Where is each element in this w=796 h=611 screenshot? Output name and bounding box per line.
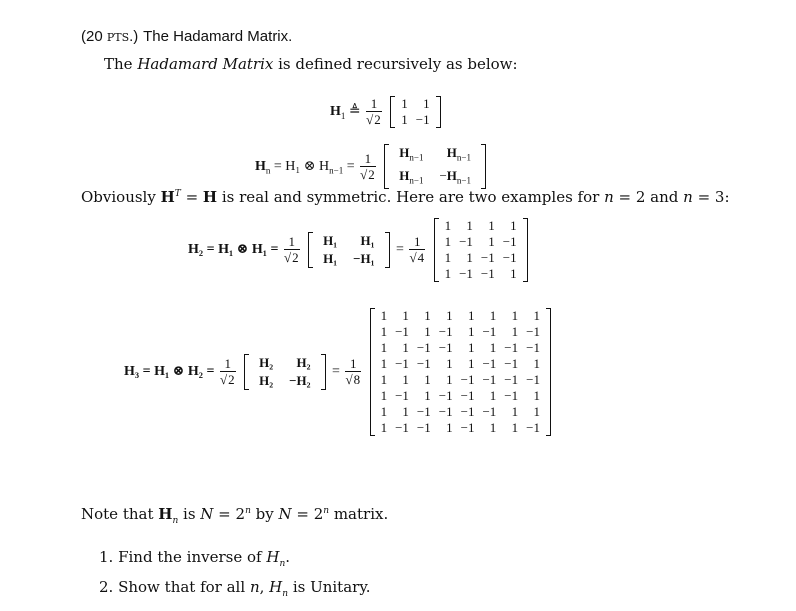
matrix-cell: 1 [444, 218, 452, 233]
intro-post: is defined recursively as below: [273, 55, 518, 73]
matrix-cell: 1 [511, 324, 519, 339]
matrix-cell: 1 [401, 96, 408, 111]
eq4-matrix [370, 308, 551, 436]
block-cell: $H_{n-1}$ [399, 167, 424, 186]
matrix-cell: 1 [402, 340, 409, 355]
block-cell: $-H_{n-1}$ [439, 167, 471, 186]
eq3-fraction: $\frac{1}{√2}$ [283, 234, 299, 265]
eq2-mid-sub: n−1 [329, 165, 344, 176]
eq1-lhs-sub: 1 [340, 111, 346, 122]
eq3-num: 1 [284, 235, 300, 250]
obvious-v2: = 3: [692, 188, 730, 206]
matrix-cell: −1 [416, 356, 431, 371]
matrix-cell: 1 [467, 324, 475, 339]
question-1-var: H [266, 548, 280, 566]
matrix-row [377, 340, 544, 356]
eq3-lhs: H₂ = H₁ ⊗ H₁ = [188, 242, 279, 258]
matrix-cell: −1 [504, 388, 519, 403]
matrix-cell: 1 [533, 404, 540, 419]
eq2-den: 2 [368, 166, 375, 182]
block-cell: $H_{n-1}$ [446, 145, 471, 163]
matrix-row [441, 250, 521, 266]
matrix-cell: −1 [395, 388, 409, 403]
block-cell: −H₁ [353, 251, 375, 266]
matrix-cell: −1 [504, 356, 519, 371]
matrix-row [441, 266, 521, 282]
matrix-cell: 1 [533, 356, 540, 371]
question-1-sub: n [279, 559, 286, 569]
eq2-lhs-sub: n [265, 165, 271, 176]
matrix-cell: −1 [480, 266, 495, 281]
matrix-cell: 1 [510, 218, 517, 233]
matrix-cell: 1 [444, 234, 452, 249]
note-text [81, 505, 388, 526]
eq3-matrix [434, 218, 528, 282]
obvious-text [81, 188, 730, 206]
block-cell: $H_{n-1}$ [399, 145, 424, 163]
eq4-num2: 1 [345, 357, 361, 372]
note-eq2: = 2 [291, 505, 324, 523]
note-exp1: n [245, 506, 251, 516]
matrix-cell: 1 [533, 388, 540, 403]
matrix-cell: −1 [416, 420, 431, 435]
matrix-cell: 1 [510, 266, 517, 281]
matrix-cell: 1 [424, 308, 431, 323]
matrix-cell: 1 [489, 420, 497, 435]
eq3-fraction2: $\frac{1}{√4}$ [409, 234, 425, 265]
eq4-equals: = [332, 364, 340, 380]
matrix-cell: −1 [502, 250, 517, 265]
matrix-cell: −1 [526, 372, 540, 387]
matrix-row [377, 388, 544, 404]
points-open: (20 [81, 28, 107, 45]
matrix-row [377, 308, 544, 324]
matrix-cell: 1 [467, 308, 475, 323]
question-1 [99, 548, 290, 569]
note-N1: N [200, 505, 214, 523]
eq4-num: 1 [220, 357, 236, 372]
matrix-cell: 1 [423, 96, 430, 111]
block-row [391, 144, 479, 167]
note-sub: n [172, 516, 179, 526]
matrix-cell: 1 [446, 420, 453, 435]
eq2-matrix [384, 144, 486, 189]
obvious-mid: = [180, 188, 203, 206]
matrix-cell: 1 [380, 372, 388, 387]
matrix-cell: 1 [402, 308, 409, 323]
matrix-row [441, 218, 521, 234]
matrix-row [377, 356, 544, 372]
matrix-row [377, 372, 544, 388]
equation-h1-definition [330, 96, 444, 128]
points-close: .) [129, 28, 139, 45]
matrix-cell: −1 [438, 404, 453, 419]
eq3-den2: 4 [417, 250, 425, 265]
matrix-cell: 1 [511, 404, 519, 419]
block-row [315, 250, 382, 268]
matrix-cell: 1 [424, 324, 431, 339]
matrix-cell: −1 [482, 404, 497, 419]
matrix-cell: −1 [460, 372, 475, 387]
obvious-n1: n [604, 188, 614, 206]
matrix-cell: 1 [489, 388, 497, 403]
equation-h3 [124, 308, 554, 436]
block-row [251, 372, 318, 390]
note-mid: is [178, 505, 201, 523]
matrix-cell: 1 [511, 420, 519, 435]
eq4-fraction: $\frac{1}{√2}$ [219, 356, 235, 387]
eq1-lhs: H [330, 104, 341, 120]
matrix-cell: −1 [438, 388, 453, 403]
matrix-cell: −1 [395, 356, 409, 371]
obvious-n2: n [683, 188, 693, 206]
matrix-cell: −1 [395, 420, 409, 435]
problem-header [81, 27, 292, 45]
eq1-operator: ≜ [348, 104, 361, 120]
equation-h2 [188, 218, 531, 282]
eq4-den: 2 [228, 372, 235, 387]
matrix-cell: −1 [438, 324, 453, 339]
eq3-den: 2 [292, 250, 299, 265]
matrix-row [397, 112, 433, 128]
matrix-cell: 1 [380, 356, 388, 371]
block-cell: H₂ [259, 355, 274, 370]
matrix-cell: −1 [526, 324, 540, 339]
block-row [251, 354, 318, 372]
matrix-cell: 1 [380, 420, 388, 435]
block-cell: H₂ [296, 355, 311, 370]
eq1-fraction: $\frac{1}{√2}$ [366, 96, 381, 127]
question-2-number: 2. [99, 578, 114, 596]
question-2-pre: Show that for all [118, 578, 250, 596]
matrix-row [441, 234, 521, 250]
eq2-lhs: H [255, 158, 266, 174]
matrix-cell: −1 [460, 388, 475, 403]
matrix-cell: 1 [446, 356, 453, 371]
matrix-cell: 1 [401, 112, 408, 127]
matrix-cell: −1 [482, 356, 497, 371]
matrix-cell: 1 [402, 372, 409, 387]
obvious-post: is real and symmetric. Here are two examples for [217, 188, 605, 206]
note-by: by [250, 505, 279, 523]
matrix-cell: 1 [533, 308, 540, 323]
points-label: pts [106, 27, 130, 45]
note-post: matrix. [329, 505, 389, 523]
note-eq1: = 2 [213, 505, 246, 523]
matrix-cell: −1 [416, 404, 431, 419]
matrix-cell: −1 [526, 420, 540, 435]
matrix-row [397, 96, 433, 112]
question-2-var2: H [269, 578, 283, 596]
question-1-post: . [285, 548, 291, 566]
matrix-cell: −1 [526, 340, 540, 355]
matrix-cell: 1 [380, 308, 388, 323]
intro-term: Hadamard Matrix [137, 55, 274, 73]
matrix-cell: −1 [415, 112, 430, 127]
matrix-row [377, 404, 544, 420]
matrix-cell: 1 [488, 218, 495, 233]
matrix-cell: 1 [444, 250, 452, 265]
matrix-cell: 1 [489, 340, 497, 355]
eq3-equals: = [396, 242, 404, 258]
eq4-den2: 8 [353, 372, 361, 387]
matrix-cell: 1 [424, 372, 431, 387]
eq1-den: 2 [374, 112, 381, 127]
matrix-cell: 1 [511, 308, 519, 323]
eq4-block-matrix [244, 354, 325, 390]
matrix-cell: 1 [380, 388, 388, 403]
matrix-cell: 1 [467, 356, 475, 371]
matrix-row [377, 324, 544, 340]
matrix-cell: −1 [482, 324, 497, 339]
obvious-h2: H [202, 188, 218, 206]
intro-pre: The [104, 55, 138, 73]
eq2-fraction: $\frac{1}{√2}$ [360, 150, 375, 182]
matrix-cell: −1 [482, 372, 497, 387]
eq4-lhs: H₃ = H₁ ⊗ H₂ = [124, 364, 215, 380]
eq3-num2: 1 [409, 235, 425, 250]
question-2-var: n [249, 578, 260, 596]
intro-text [104, 55, 518, 73]
block-cell: −H₂ [289, 373, 311, 388]
matrix-cell: −1 [480, 250, 495, 265]
eq2-mid: = H₁ ⊗ H [273, 158, 330, 174]
question-1-pre: Find the inverse of [118, 548, 267, 566]
eq1-matrix [390, 96, 440, 128]
matrix-cell: 1 [488, 234, 495, 249]
matrix-cell: −1 [504, 372, 519, 387]
matrix-cell: 1 [466, 250, 473, 265]
matrix-cell: −1 [459, 234, 473, 249]
note-N2: N [278, 505, 292, 523]
question-2-mid: , [259, 578, 270, 596]
equation-hn-recursion [255, 144, 489, 189]
obvious-sup: T [174, 189, 181, 199]
matrix-cell: −1 [459, 266, 473, 281]
matrix-cell: −1 [460, 420, 475, 435]
matrix-cell: 1 [467, 340, 475, 355]
eq2-num: 1 [360, 152, 376, 167]
matrix-cell: 1 [380, 324, 388, 339]
matrix-row [377, 420, 544, 436]
block-row [391, 167, 479, 190]
matrix-cell: 1 [380, 340, 388, 355]
eq3-block-matrix [308, 232, 389, 268]
matrix-cell: 1 [402, 404, 409, 419]
matrix-cell: −1 [460, 404, 475, 419]
note-exp2: n [323, 506, 330, 516]
matrix-cell: 1 [446, 372, 453, 387]
matrix-cell: 1 [424, 388, 431, 403]
obvious-pre: Obviously [81, 188, 161, 206]
question-2 [99, 578, 371, 599]
question-1-number: 1. [99, 548, 114, 566]
block-row [315, 232, 382, 250]
matrix-cell: −1 [395, 324, 409, 339]
note-h: H [158, 505, 173, 523]
matrix-cell: 1 [489, 308, 497, 323]
note-pre: Note that [81, 505, 159, 523]
eq1-num: 1 [366, 97, 382, 112]
matrix-cell: −1 [502, 234, 517, 249]
matrix-cell: 1 [380, 404, 388, 419]
matrix-cell: −1 [438, 340, 453, 355]
eq4-fraction2: $\frac{1}{√8}$ [345, 356, 361, 387]
eq2-equals: = [346, 158, 355, 174]
matrix-cell: −1 [504, 340, 519, 355]
block-cell: H₁ [323, 251, 338, 266]
block-cell: H₂ [259, 373, 274, 388]
matrix-cell: 1 [446, 308, 453, 323]
obvious-h1: H [160, 188, 175, 206]
matrix-cell: 1 [444, 266, 452, 281]
problem-title: The Hadamard Matrix. [143, 28, 293, 45]
matrix-cell: −1 [416, 340, 431, 355]
block-cell: H₁ [360, 233, 375, 248]
obvious-v1: = 2 and [613, 188, 684, 206]
block-cell: H₁ [323, 233, 338, 248]
question-2-post: is Unitary. [288, 578, 371, 596]
question-2-sub: n [282, 589, 289, 599]
matrix-cell: 1 [466, 218, 473, 233]
